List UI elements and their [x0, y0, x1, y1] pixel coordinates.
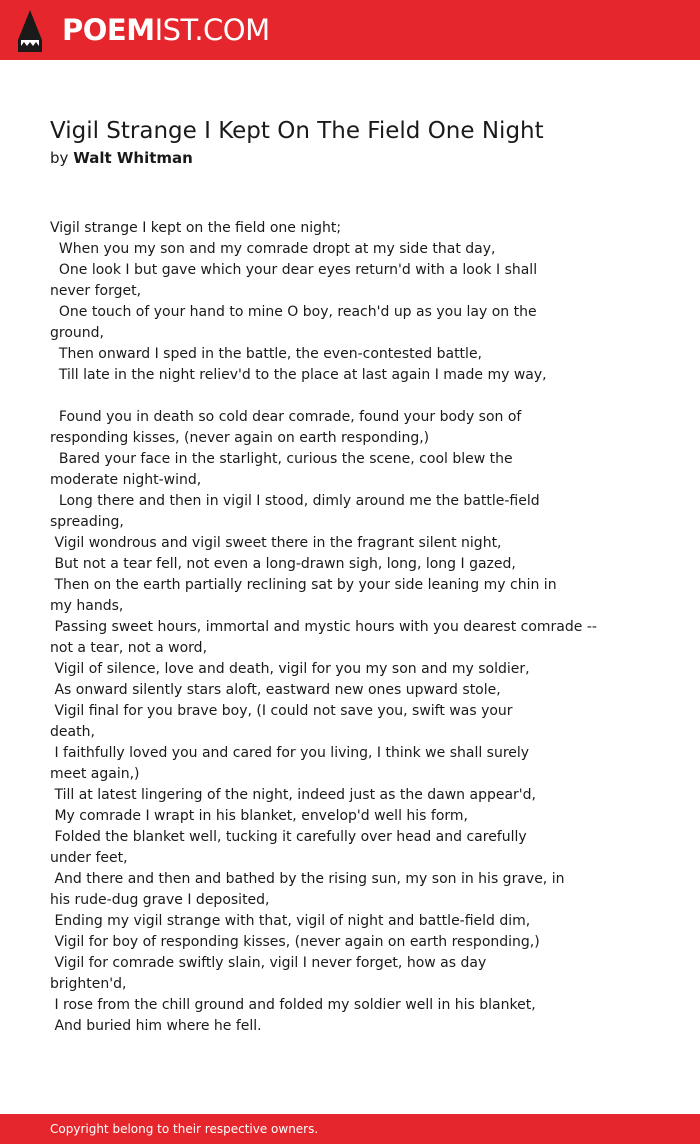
poem-line: Ending my vigil strange with that, vigil of night and battle-field dim,	[50, 913, 531, 929]
poem-line: meet again,)	[50, 766, 140, 782]
poem-line: not a tear, not a word,	[50, 640, 208, 656]
poem-line: Then onward I sped in the battle, the even-contested battle,	[50, 346, 483, 362]
byline	[50, 148, 193, 168]
poem-line: When you my son and my comrade dropt at my side that day,	[50, 241, 496, 257]
poem-line: And buried him where he fell.	[50, 1018, 262, 1034]
poem-line: my hands,	[50, 598, 124, 614]
poem-line: One look I but gave which your dear eyes return'd with a look I shall	[50, 262, 538, 278]
poem-line: his rude-dug grave I deposited,	[50, 892, 270, 908]
poem-line: Bared your face in the starlight, curious the scene, cool blew the	[50, 451, 513, 467]
poem-line: Vigil of silence, love and death, vigil for you my son and my soldier,	[50, 661, 530, 677]
poem-line: ground,	[50, 325, 104, 341]
poem-line: never forget,	[50, 283, 142, 299]
poem-title: Vigil Strange I Kept On The Field One Night	[50, 118, 544, 144]
poem-line: Till late in the night reliev'd to the place at last again I made my way,	[50, 367, 547, 383]
poem-line: I rose from the chill ground and folded my soldier well in his blanket,	[50, 997, 536, 1013]
by-label: by	[50, 149, 69, 167]
poem-line: As onward silently stars aloft, eastward new ones upward stole,	[50, 682, 501, 698]
site-footer	[0, 1114, 700, 1144]
poem-line: Then on the earth partially reclining sat by your side leaning my chin in	[50, 577, 557, 593]
poem-line: Vigil for boy of responding kisses, (never again on earth responding,)	[50, 934, 540, 950]
poem-line: death,	[50, 724, 95, 740]
poem-line: under feet,	[50, 850, 128, 866]
poem-line: Vigil for comrade swiftly slain, vigil I never forget, how as day	[50, 955, 487, 971]
poem-line: moderate night-wind,	[50, 472, 202, 488]
poem-line: brighten'd,	[50, 976, 127, 992]
site-header	[0, 0, 700, 60]
pencil-tip-icon	[18, 10, 42, 52]
poem-line: Till at latest lingering of the night, indeed just as the dawn appear'd,	[50, 787, 536, 803]
copyright-text: Copyright belong to their respective owners.	[50, 1122, 319, 1136]
poem-line: And there and then and bathed by the rising sun, my son in his grave, in	[50, 871, 565, 887]
poem-line: My comrade I wrapt in his blanket, envelop'd well his form,	[50, 808, 469, 824]
poem-line	[50, 386, 650, 407]
logo-light-text: IST.COM	[154, 13, 270, 47]
poem-line: One touch of your hand to mine O boy, reach'd up as you lay on the	[50, 304, 537, 320]
poem-line: But not a tear fell, not even a long-drawn sigh, long, long I gazed,	[50, 556, 516, 572]
poem-line: spreading,	[50, 514, 124, 530]
poem-line: Found you in death so cold dear comrade, found your body son of	[50, 409, 522, 425]
author-link[interactable]: Walt Whitman	[73, 149, 193, 167]
poem-line: Vigil final for you brave boy, (I could not save you, swift was your	[50, 703, 513, 719]
poem-line: Long there and then in vigil I stood, dimly around me the battle-field	[50, 493, 540, 509]
site-logo-link[interactable]	[62, 12, 270, 48]
poem-line: responding kisses, (never again on earth responding,)	[50, 430, 430, 446]
logo-bold-text: POEM	[62, 13, 155, 47]
poem-line: Vigil strange I kept on the field one night;	[50, 220, 342, 236]
poem-body	[50, 218, 650, 1037]
poem-line: I faithfully loved you and cared for you living, I think we shall surely	[50, 745, 530, 761]
poem-line: Vigil wondrous and vigil sweet there in the fragrant silent night,	[50, 535, 502, 551]
poem-line: Passing sweet hours, immortal and mystic hours with you dearest comrade --	[50, 619, 597, 635]
poem-line: Folded the blanket well, tucking it carefully over head and carefully	[50, 829, 527, 845]
